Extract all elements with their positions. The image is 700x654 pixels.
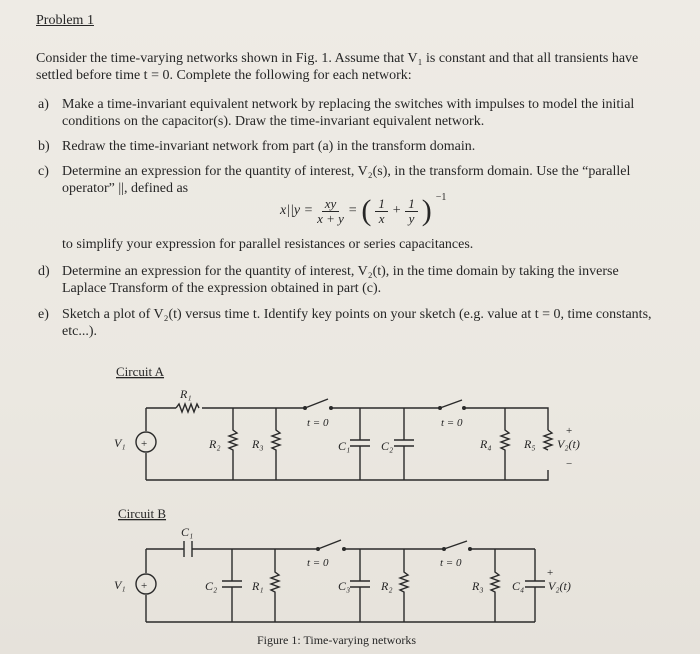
formula-exponent: −1 [435, 192, 447, 203]
switch-contact [329, 406, 333, 410]
resistor-r3-symbol [491, 549, 499, 622]
item-label: b) [38, 139, 50, 154]
capacitor-c4-symbol [525, 549, 545, 622]
item-text: Make a time-invariant equivalent network by replacing the switches with impulses to model the initial conditions on the capacitor(s). Draw the time-invariant equivalent network. [62, 97, 635, 129]
resistor-r1-symbol [176, 404, 199, 412]
item-label: d) [38, 264, 50, 279]
label-r3: R₃ [472, 579, 484, 593]
fraction-numerator: 1 [375, 197, 388, 212]
switch-contact [442, 547, 446, 551]
switch-contact [342, 547, 346, 551]
capacitor-c1-symbol [184, 541, 192, 557]
fraction-denominator: x [378, 210, 385, 226]
formula-close-paren: ) [421, 194, 432, 227]
circuit-b-title: Circuit B [118, 506, 167, 521]
circuit-a-title: Circuit A [116, 364, 165, 379]
label-v2-output: V₂(t) [548, 579, 571, 593]
label-r1: R₁ [252, 579, 264, 593]
label-switch-2: t = 0 [440, 557, 462, 569]
figure-caption: Figure 1: Time-varying networks [257, 633, 416, 647]
output-plus-sign: + [566, 425, 573, 437]
capacitor-c3-symbol [350, 549, 370, 622]
formula-followup: to simplify your expression for parallel resistances or series capacitances. [62, 237, 474, 252]
fraction-denominator: y [408, 210, 415, 226]
capacitor-c2-symbol [222, 549, 242, 622]
resistor-r1-symbol [271, 549, 279, 622]
switch-contact [316, 547, 320, 551]
label-r2: R₂ [209, 437, 221, 451]
source-label-v1: V₁ [114, 578, 126, 592]
item-label: c) [38, 164, 49, 179]
output-plus-sign: + [547, 567, 554, 579]
formula-equals: = [347, 203, 358, 218]
switch-2-blade [444, 541, 467, 549]
label-v2-output: V₂(t) [557, 437, 580, 451]
fraction-numerator: xy [322, 197, 340, 212]
output-minus-sign: − [566, 458, 573, 470]
label-r5: R₅ [524, 437, 536, 451]
item-text: Sketch a plot of V₂(t) versus time t. Identify key points on your sketch (e.g. value at t = 0, time constants, etc...). [62, 307, 652, 339]
label-switch-2: t = 0 [441, 417, 463, 429]
label-switch-1: t = 0 [307, 417, 329, 429]
source-plus-sign: + [141, 438, 148, 450]
resistor-r4-symbol [501, 408, 509, 480]
wire [146, 470, 548, 480]
capacitor-c1-symbol [350, 408, 370, 480]
resistor-r3-symbol [272, 408, 280, 480]
wire [146, 408, 548, 430]
item-text: Redraw the time-invariant network from part (a) in the transform domain. [62, 139, 476, 154]
item-label: a) [38, 97, 49, 112]
resistor-r2-symbol [229, 408, 237, 480]
fraction-denominator: x + y [317, 210, 344, 226]
switch-1-blade [318, 540, 341, 549]
label-c2: C₂ [205, 579, 218, 593]
resistor-r5-symbol [544, 430, 552, 450]
switch-2-blade [440, 400, 462, 408]
label-c1: C₁ [181, 525, 194, 539]
switch-1-blade [305, 399, 328, 408]
switch-contact [462, 406, 466, 410]
label-r3: R₃ [252, 437, 264, 451]
resistor-r2-symbol [400, 549, 408, 622]
formula-lhs: x||y = [280, 203, 314, 218]
label-c4: C₄ [512, 579, 525, 593]
capacitor-c2-symbol [394, 408, 414, 480]
label-c2: C₂ [381, 439, 394, 453]
label-r2: R₂ [381, 579, 393, 593]
formula-open-paren: ( [361, 194, 372, 227]
item-text: Determine an expression for the quantity of interest, V₂(s), in the transform domain. Use the “parallel operator” ||, defined as [62, 164, 631, 196]
item-text: Determine an expression for the quantity of interest, V₂(t), in the time domain by taking the inverse Laplace Transform of the expression obtained in part (c). [62, 264, 619, 296]
source-label-v1: V₁ [114, 436, 126, 450]
item-label: e) [38, 307, 49, 322]
fraction-numerator: 1 [405, 197, 418, 212]
switch-contact [468, 547, 472, 551]
switch-contact [303, 406, 307, 410]
label-r4: R₄ [480, 437, 492, 451]
label-c3: C₃ [338, 579, 351, 593]
label-switch-1: t = 0 [307, 557, 329, 569]
label-r1: R₁ [180, 387, 192, 401]
formula-plus: + [391, 203, 402, 218]
problem-title: Problem 1 [36, 13, 94, 28]
intro-paragraph: Consider the time-varying networks shown in Fig. 1. Assume that V₁ is constant and that all transients have settled before time t = 0. Complete the following for each network: [36, 51, 639, 83]
source-plus-sign: + [141, 580, 148, 592]
label-c1: C₁ [338, 439, 351, 453]
switch-contact [438, 406, 442, 410]
